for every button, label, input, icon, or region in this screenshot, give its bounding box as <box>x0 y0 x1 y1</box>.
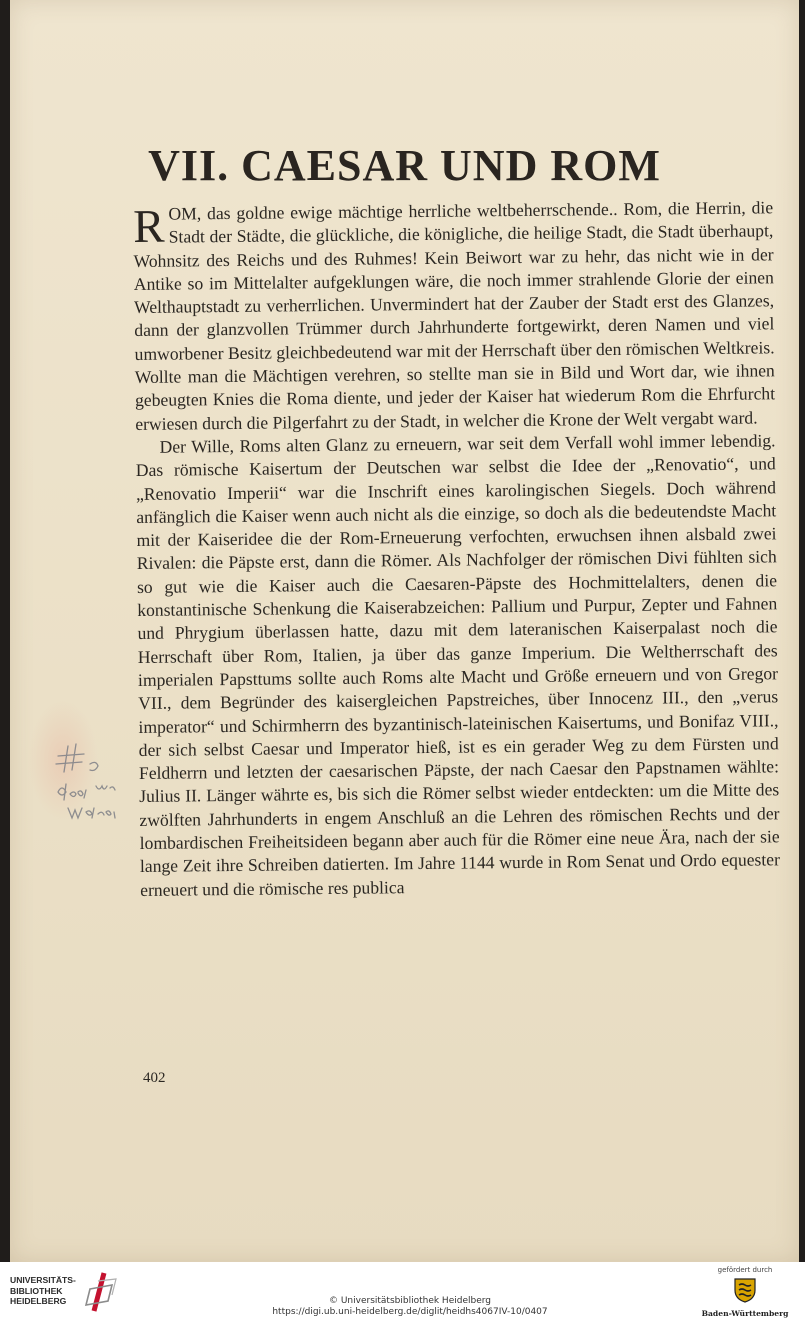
sponsor-label: gefördert durch <box>717 1266 773 1274</box>
institution-line: UNIVERSITÄTS- <box>10 1275 76 1285</box>
paragraph-1-text: OM, das goldne ewige mächtige herrliche weltbeherrschende.. Rom, die Herrin, die Stadt der Städte, die glückliche, die königliche, die heilige Stadt, die Stadt überhaupt, Wohnsitz des Reichs und des Ruhmes! Kein Beiwort war zu hehr, das nicht wie in der Antike so im Mittelalter aufgeklungen wäre, die noch immer strahlende Glorie der einen Welthauptstadt zu verherrlichen. Unvermindert hat der Zauber der Stadt erst des Glanzes, dann der glanzvollen Trümmer durch Jahrhunderte fortgewirkt, deren Namen und viel umworbener Besitz gleichbedeutend war mit der Herrschaft über den römischen Weltkreis. Wollte man die Mächtigen verehren, so stellte man sie in Bild und Wort dar, wie ihnen gebeugten Knies die Roma diente, und jeder der Kaiser hat wiederum Rom die Ehrfurcht erwiesen durch die Pilgerfahrt zu der Stadt, in welcher die Krone der Welt vergabt ward. <box>133 197 776 434</box>
footer-credits <box>250 1296 570 1317</box>
chapter-body <box>133 196 780 902</box>
ub-heidelberg-logo-icon <box>82 1271 120 1315</box>
institution-name <box>10 1275 76 1307</box>
institution-line: BIBLIOTHEK <box>10 1285 63 1296</box>
paragraph-1 <box>133 196 775 436</box>
sponsor-name: Baden-Württemberg <box>701 1309 789 1318</box>
drop-cap: R <box>132 200 165 253</box>
chapter-title: VII. CAESAR UND ROM <box>148 141 661 190</box>
baden-wuerttemberg-crest-icon <box>732 1276 758 1304</box>
book-page <box>10 0 799 1262</box>
paragraph-2: Der Wille, Roms alten Glanz zu erneuern, war seit dem Verfall wohl immer lebendig. Das römische Kaisertum der Deutschen war selbst die Idee der „Renovatio“, und „Renovatio Imperii“ war die Inschrift eines karolingischen Siegels. Doch während anfänglich die Kaiser wenn auch nicht als die einzige, so doch als die bedeutendste Macht mit der Kaiseridee die der Rom-Erneuerung verfochten, erwuchsen ihnen alsbald zwei Rivalen: die Päpste erst, dann die Römer. Als Nachfolger der römischen Divi fühlten sich so gut wie die Kaiser auch die Caesaren-Päpste des Hochmittelalters, denen die konstantinische Schenkung die Kaiserabzeichen: Pallium und Purpur, Zepter und Fahnen und Phrygium überlassen hatte, dazu mit dem lateranischen Kaiserpalast noch die Herrschaft über Rom, Italien, ja über das ganze Imperium. Die Weltherrschaft des imperialen Papsttums sollte auch Roms alte Macht und Größe erneuern und von Gregor VII., dem Begründer des kaisergleichen Papstreiches, über Innocenz III., den „verus imperator“ und Schirmherrn des byzantinisch-lateinischen Kaisertums, und Bonifaz VIII., der sich selbst Caesar und Imperator hieß, ist es ein gerader Weg zu dem Fürsten und Feldherrn und letzten der caesarischen Päpste, der nach Caesar den Papstnamen wählte: Julius II. Länger währte es, bis sich die Römer selbst wieder entdeckten: um die Mitte des zwölften Jahrhunderts in engem Anschluß an die Lehren des römischen Rechts und der lombardischen Freiheitsideen begann aber auch für die Römer eine neue Ära, nach der sie lange Zeit ihre Schreiben datierten. Im Jahre 1144 wurde in Rom Senat und Ordo equester erneuert und die römische res publica <box>135 430 781 900</box>
copyright-notice: © Universitätsbibliothek Heidelberg <box>328 1296 491 1306</box>
source-url-link[interactable]: https://digi.ub.uni-heidelberg.de/diglit/heidhs4067IV-10/0407 <box>272 1306 548 1317</box>
institution-line: HEIDELBERG <box>10 1296 67 1306</box>
pencil-annotation-icon <box>50 742 140 832</box>
page-number: 402 <box>143 1070 166 1086</box>
university-library-logo[interactable] <box>10 1271 120 1315</box>
sponsor-block[interactable] <box>700 1266 790 1320</box>
